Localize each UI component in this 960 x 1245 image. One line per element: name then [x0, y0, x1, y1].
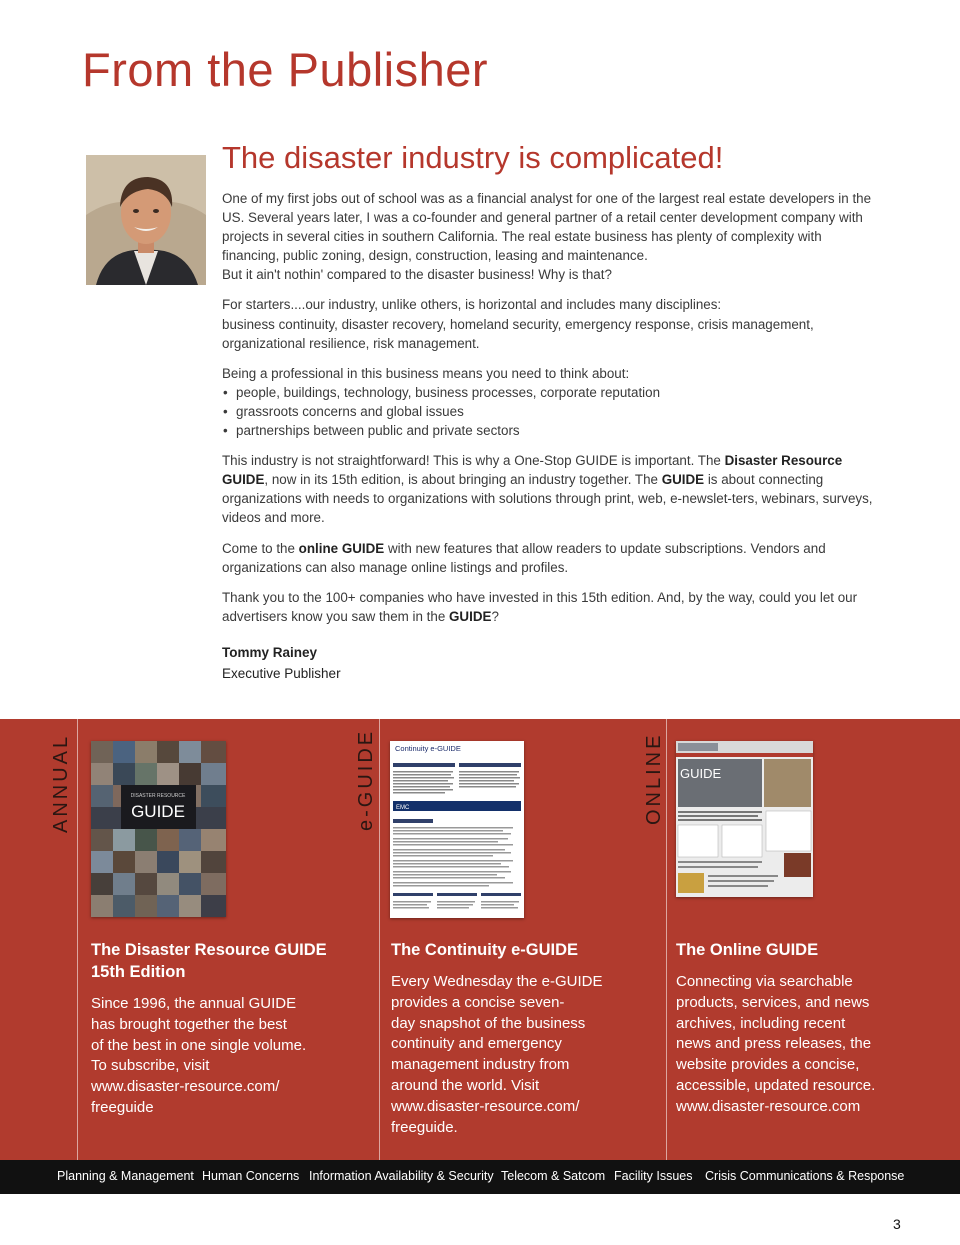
body-line: accessible, updated resource.: [676, 1076, 876, 1094]
publisher-photo: [86, 155, 206, 285]
body-line: Since 1996, the annual GUIDE: [91, 995, 297, 1012]
body-line: continuity and emergency: [391, 1035, 562, 1053]
body-line: To subscribe, visit: [91, 1057, 210, 1075]
title-line: The Online GUIDE: [676, 941, 819, 959]
eguide-title: [391, 939, 578, 961]
emphasis: GUIDE: [449, 608, 492, 624]
body-line: website provides a concise,: [676, 1056, 860, 1074]
annual-guide-title: [91, 939, 327, 983]
body-line: news and press releases, the: [676, 1035, 872, 1053]
title-line: 15th Edition: [91, 963, 186, 981]
paragraph-text: ?: [491, 608, 499, 624]
paragraph-text: Thank you to the 100+ companies who have invested in this 15th edition. And, by the way, could you let our advertisers know you saw them in the: [222, 589, 858, 624]
category-information-availability[interactable]: Information Availability & Security: [309, 1169, 494, 1183]
vertical-label-eguide: e-GUIDE: [355, 728, 377, 831]
page-number: 3: [893, 1216, 901, 1232]
paragraph-text: This industry is not straightforward! This is why a One-Stop GUIDE is important. The: [222, 453, 725, 469]
online-guide-description: [676, 972, 875, 1118]
emphasis: Disaster Resource GUIDE: [222, 453, 843, 488]
body-line[interactable]: www.disaster-resource.com: [676, 1097, 861, 1115]
body-line[interactable]: www.disaster-resource.com/: [391, 1097, 580, 1115]
body-line: provides a concise seven-: [391, 993, 565, 1011]
cover-subtext: DISASTER RESOURCE: [130, 793, 186, 799]
considerations-list: [222, 383, 882, 440]
body-line: around the world. Visit: [391, 1076, 540, 1094]
body-line: archives, including recent: [676, 1014, 846, 1032]
article-headline: The disaster industry is complicated!: [222, 140, 724, 175]
annual-guide-cover[interactable]: [91, 741, 226, 917]
title-line: The Continuity e-GUIDE: [391, 941, 578, 959]
site-title: GUIDE: [680, 766, 722, 781]
list-item: • partnerships between public and private sectors: [222, 421, 882, 440]
category-human-concerns[interactable]: Human Concerns: [202, 1169, 300, 1183]
online-guide-title: [676, 939, 818, 961]
body-line: Every Wednesday the e-GUIDE: [391, 973, 603, 990]
online-guide-screenshot[interactable]: [676, 741, 813, 897]
vertical-label-annual: ANNUAL: [50, 733, 72, 833]
body-line: has brought together the best: [91, 1015, 287, 1033]
list-item: • grassroots concerns and global issues: [222, 402, 882, 421]
category-facility-issues[interactable]: Facility Issues: [614, 1169, 693, 1183]
newsletter-banner: EMC: [396, 805, 410, 811]
paragraph: Being a professional in this business means you need to think about:: [222, 365, 630, 381]
paragraph-text: But it ain't nothin' compared to the disaster business! Why is that?: [222, 267, 612, 283]
products-band: [0, 719, 960, 1160]
paragraph: [222, 451, 882, 527]
body-line: Connecting via searchable: [676, 973, 853, 990]
emphasis: online GUIDE: [298, 540, 385, 556]
cover-title: GUIDE: [131, 802, 185, 821]
category-crisis-communications[interactable]: Crisis Communications & Response: [705, 1169, 905, 1183]
divider: [666, 719, 667, 1160]
newsletter-title: Continuity e-GUIDE: [395, 744, 461, 753]
body-line: of the best in one single volume.: [91, 1036, 307, 1054]
page-title: From the Publisher: [82, 43, 489, 96]
body-line[interactable]: www.disaster-resource.com/: [91, 1078, 280, 1096]
paragraph-text: For starters....our industry, unlike others, is horizontal and includes many disciplines:: [222, 297, 722, 313]
paragraph: [222, 295, 882, 352]
paragraph-text: One of my first jobs out of school was as a financial analyst for one of the largest real estate developers in the US. Several years later, I was a co-founder and general partner of a retail center development company with projects in several cities in southern California. The real estate business has plenty of complexity with financing, public zoning, design, construction, leasing and maintenance.: [222, 191, 872, 264]
body-line[interactable]: freeguide.: [391, 1118, 458, 1136]
category-bar: [0, 1160, 960, 1194]
signature-title: Executive Publisher: [222, 666, 341, 681]
annual-guide-description: [91, 994, 306, 1119]
paragraph: [222, 539, 882, 577]
signature-name: Tommy Rainey: [222, 645, 318, 660]
paragraph-text: is about connecting organizations with needs to organizations with solutions through print, web, e-newslet-ters, webinars, surveys, videos and more.: [222, 472, 873, 526]
body-line: day snapshot of the business: [391, 1014, 586, 1032]
category-planning[interactable]: Planning & Management: [57, 1169, 194, 1183]
title-line: The Disaster Resource GUIDE: [91, 941, 327, 959]
paragraph-text: business continuity, disaster recovery, homeland security, emergency response, crisis management, organizational resilience, risk management.: [222, 316, 814, 351]
divider: [379, 719, 380, 1160]
paragraph-text: , now in its 15th edition, is about bringing an industry together. The: [264, 472, 662, 488]
paragraph-text: Come to the: [222, 540, 299, 556]
paragraph: [222, 189, 882, 284]
signature: [222, 645, 341, 681]
body-line: products, services, and news: [676, 993, 870, 1011]
vertical-label-online: ONLINE: [643, 732, 665, 825]
body-line: management industry from: [391, 1056, 570, 1074]
category-telecom[interactable]: Telecom & Satcom: [501, 1169, 606, 1183]
emphasis: GUIDE: [661, 472, 705, 488]
article-body: [222, 189, 882, 637]
paragraph: [222, 588, 882, 626]
body-line[interactable]: freeguide: [91, 1098, 154, 1116]
eguide-description: [391, 972, 602, 1138]
divider: [77, 719, 78, 1160]
list-item: • people, buildings, technology, business processes, corporate reputation: [222, 383, 882, 402]
eguide-newsletter-preview[interactable]: [390, 741, 524, 918]
paragraph-text: with new features that allow readers to update subscriptions. Vendors and organizations can also manage online listings and profiles.: [222, 540, 826, 575]
